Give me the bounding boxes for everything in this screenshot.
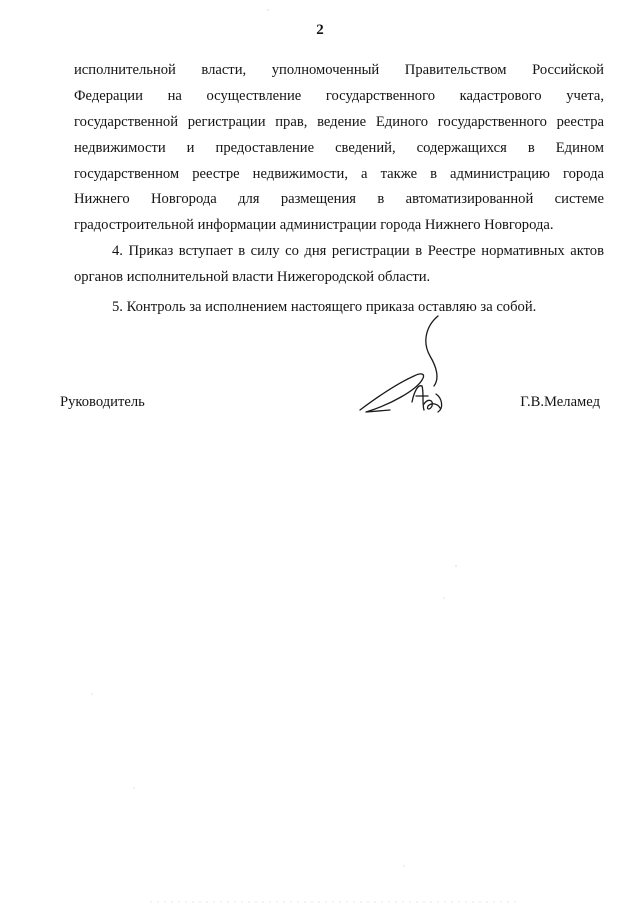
- paragraph-1-line: Федерации на осуществление государственного кадастрового учета,: [74, 87, 604, 104]
- signatory-position: Руководитель: [60, 394, 145, 410]
- paragraph-1-line: Нижнего Новгорода для размещения в автоматизированной системе: [74, 191, 604, 208]
- paragraph-1-line: градостроительной информации администрации города Нижнего Новгорода.: [74, 217, 554, 234]
- paragraph-1-line: недвижимости и предоставление сведений, содержащихся в Едином: [74, 139, 604, 156]
- paragraph-3-line: 5. Контроль за исполнением настоящего приказа оставляю за собой.: [112, 299, 537, 316]
- paragraph-2-line: органов исполнительной власти Нижегородской области.: [74, 269, 431, 286]
- paragraph-2-line: 4. Приказ вступает в силу со дня регистрации в Реестре нормативных актов: [112, 243, 604, 260]
- signature-block: [60, 394, 600, 418]
- page-number: 2: [316, 22, 324, 38]
- paragraph-1-line: государственном реестре недвижимости, а также в администрацию города: [74, 165, 604, 182]
- signatory-name: Г.В.Меламед: [520, 394, 600, 410]
- document-body: [74, 58, 604, 321]
- paragraph-1-line: государственной регистрации прав, ведение Единого государственного реестра: [74, 113, 604, 130]
- paragraph-1-line: исполнительной власти, уполномоченный Правительством Российской: [74, 62, 604, 78]
